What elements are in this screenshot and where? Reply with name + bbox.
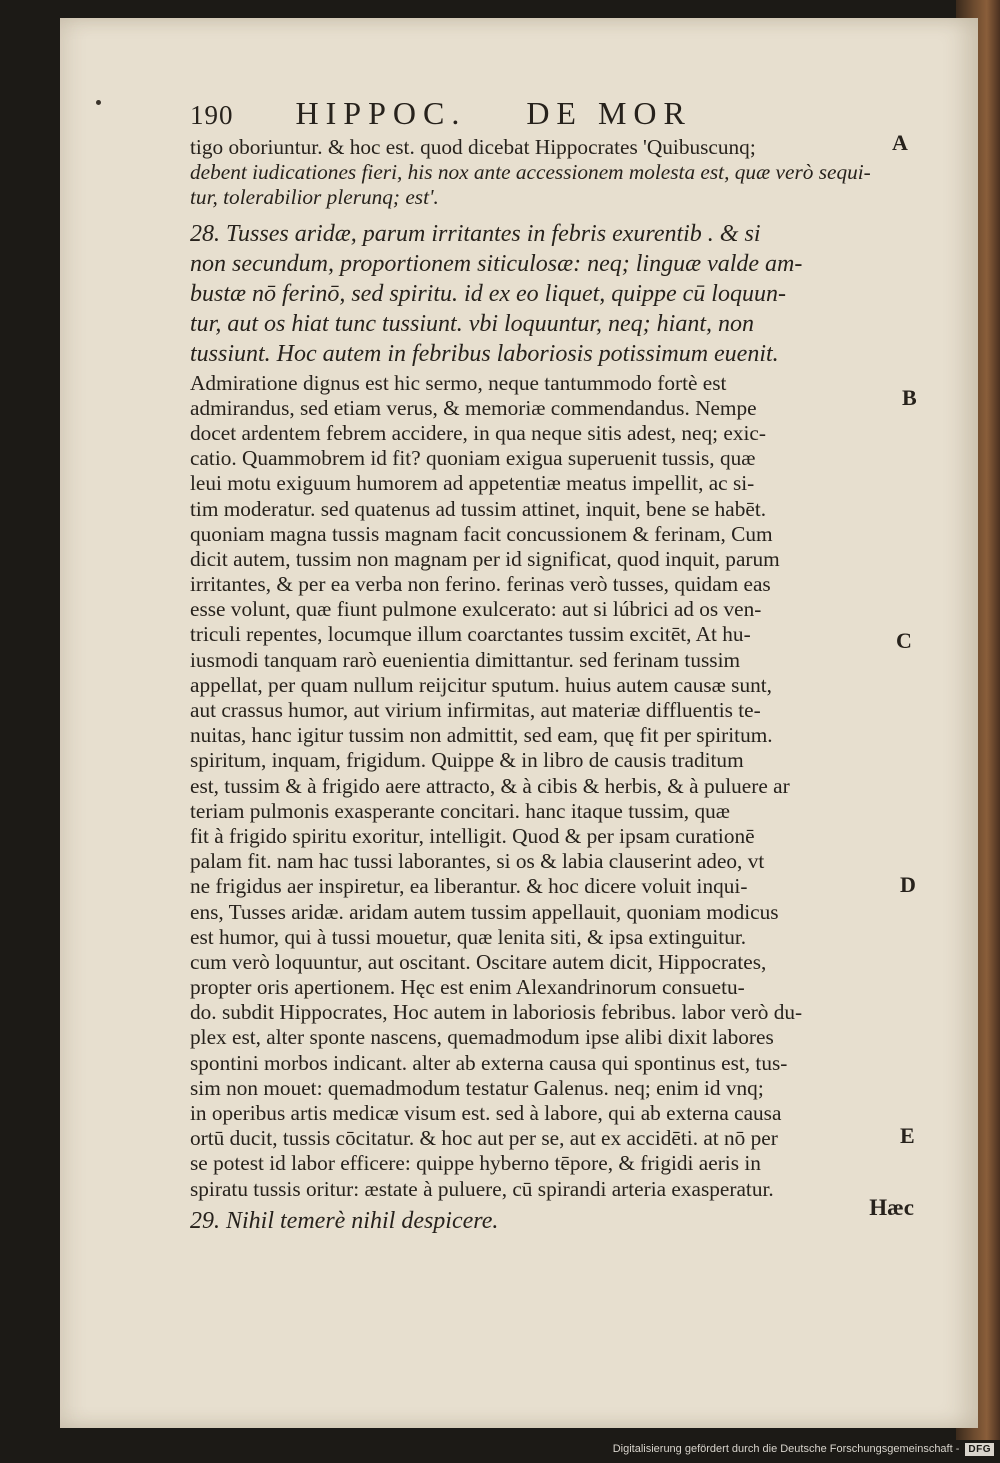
- text-line: cum verò loquuntur, aut oscitant. Oscitare autem dicit, Hippocrates,: [190, 949, 767, 974]
- dfg-logo: DFG: [965, 1443, 994, 1456]
- text-line: in operibus artis medicæ visum est. sed à labore, qui ab externa causa: [190, 1101, 782, 1125]
- running-header: [190, 95, 900, 135]
- text-line: triculi repentes, locumque illum coarctantes tussim excitēt, At hu-: [190, 622, 751, 647]
- aphorism-line: non secundum, proportionem siticulosæ: neq; linguæ valde am-: [190, 250, 803, 277]
- commentary-text: [190, 371, 900, 1202]
- text-line: fit à frigido spiritu exoritur, intelligit. Quod & per ipsam curationē: [190, 823, 755, 848]
- margin-letter-d: D: [900, 872, 916, 897]
- text-line: irritantes, & per ea verba non ferino. ferinas verò tusses, quidam eas: [190, 572, 771, 597]
- text-line: leui motu exiguum humorem ad appetentiæ meatus impellit, ac si-: [190, 471, 755, 496]
- text-line: se potest id labor efficere: quippe hyberno tēpore, & frigidi aeris in: [190, 1151, 761, 1176]
- margin-letter-e: E: [900, 1123, 915, 1148]
- text-line: debent iudicationes fieri, his nox ante accessionem molesta est, quæ verò sequi-: [190, 160, 871, 185]
- margin-letter-b: B: [902, 385, 917, 410]
- aphorism-line: tur, aut os hiat tunc tussiunt. vbi loquuntur, neq; hiant, non: [190, 310, 755, 337]
- text-line: docet ardentem febrem accidere, in qua neque sitis adest, neq; exic-: [190, 420, 766, 445]
- aphorism-29: [190, 1206, 900, 1236]
- text-line: nuitas, hanc igitur tussim non admittit, sed eam, quę fit per spiritum.: [190, 723, 773, 748]
- margin-letter-c: C: [896, 628, 912, 653]
- digitization-credit: [613, 1439, 994, 1459]
- aphorism-line: 29. Nihil temerè nihil despicere.: [190, 1207, 499, 1234]
- page-number: 190: [190, 100, 234, 130]
- text-line: admirandus, sed etiam verus, & memoriæ commendandus. Nempe: [190, 395, 757, 420]
- text-line: palam fit. nam hac tussi laborantes, si os & labia clauserint adeo, vt: [190, 849, 765, 874]
- credit-text: Digitalisierung gefördert durch die Deutsche Forschungsgemeinschaft -: [612, 1443, 960, 1455]
- text-line: esse volunt, quæ fiunt pulmone exulcerato: aut si lúbrici ad os ven-: [190, 597, 762, 622]
- text-line: Admiratione dignus est hic sermo, neque tantummodo fortè est: [190, 370, 727, 395]
- text-line: spiratu tussis oritur: æstate à puluere, cū spirandi arteria exasperatur.: [190, 1176, 774, 1201]
- aphorism-line: bustæ nō ferinō, sed spiritu. id ex eo liquet, quippe cū loquun-: [190, 280, 786, 307]
- margin-letter-a: A: [892, 130, 908, 155]
- text-line: est, tussim & à frigido aere attracto, & à cibis & herbis, & à puluere ar: [190, 773, 790, 798]
- text-line: sim non mouet: quemadmodum testatur Galenus. neq; enim id vnq;: [190, 1075, 764, 1100]
- text-line: appellat, per quam nullum reijcitur sputum. huius autem causæ sunt,: [190, 672, 773, 697]
- text-line: propter oris apertionem. Hęc est enim Alexandrinorum consuetu-: [190, 975, 745, 1000]
- text-line: est humor, qui à tussi mouetur, quæ lenita siti, & ipsa extinguitur.: [190, 924, 747, 949]
- text-line: aut crassus humor, aut virium infirmitas, aut materiæ diffluentis te-: [190, 698, 761, 722]
- text-line: tigo oboriuntur. & hoc est. quod dicebat Hippocrates 'Quibuscunq;: [190, 135, 756, 159]
- text-line: ne frigidus aer inspiretur, ea liberantur. & hoc dicere voluit inqui-: [190, 874, 748, 899]
- continuation-text: [190, 135, 900, 211]
- page-text: [190, 95, 900, 1236]
- text-line: ens, Tusses aridæ. aridam autem tussim appellauit, quoniam modicus: [190, 899, 779, 924]
- aphorism-line: tussiunt. Hoc autem in febribus laboriosis potissimum euenit.: [190, 340, 779, 367]
- header-title-left: HIPPOC.: [295, 95, 467, 131]
- text-line: quoniam magna tussis magnam facit concussionem & ferinam, Cum: [190, 521, 773, 546]
- text-line: spiritum, inquam, frigidum. Quippe & in libro de causis traditum: [190, 748, 744, 773]
- catchword: Hæc: [869, 1195, 914, 1220]
- ink-spot: [96, 100, 101, 105]
- text-line: tim moderatur. sed quatenus ad tussim attinet, inquit, bene se habēt.: [190, 496, 767, 521]
- aphorism-28: [190, 219, 900, 369]
- text-line: plex est, alter sponte nascens, quemadmodum ipse alibi dixit labores: [190, 1025, 774, 1050]
- text-line: do. subdit Hippocrates, Hoc autem in laboriosis febribus. labor verò du-: [190, 1000, 803, 1025]
- aphorism-line: 28. Tusses aridæ, parum irritantes in febris exurentib . & si: [190, 220, 761, 247]
- header-title-right: DE MOR: [526, 95, 692, 131]
- text-line: ortū ducit, tussis cōcitatur. & hoc aut per se, aut ex accidēti. at nō per: [190, 1126, 778, 1151]
- text-line: teriam pulmonis exasperante concitari. hanc itaque tussim, quæ: [190, 798, 730, 823]
- text-line: dicit autem, tussim non magnam per id significat, quod inquit, parum: [190, 546, 780, 571]
- text-line: spontini morbos indicant. alter ab externa causa qui spontinus est, tus-: [190, 1050, 788, 1075]
- text-line: tur, tolerabilior plerunq; est'.: [190, 185, 439, 210]
- text-line: catio. Quammobrem id fit? quoniam exigua superuenit tussis, quæ: [190, 446, 756, 471]
- text-line: iusmodi tanquam rarò euenientia dimittantur. sed ferinam tussim: [190, 647, 741, 672]
